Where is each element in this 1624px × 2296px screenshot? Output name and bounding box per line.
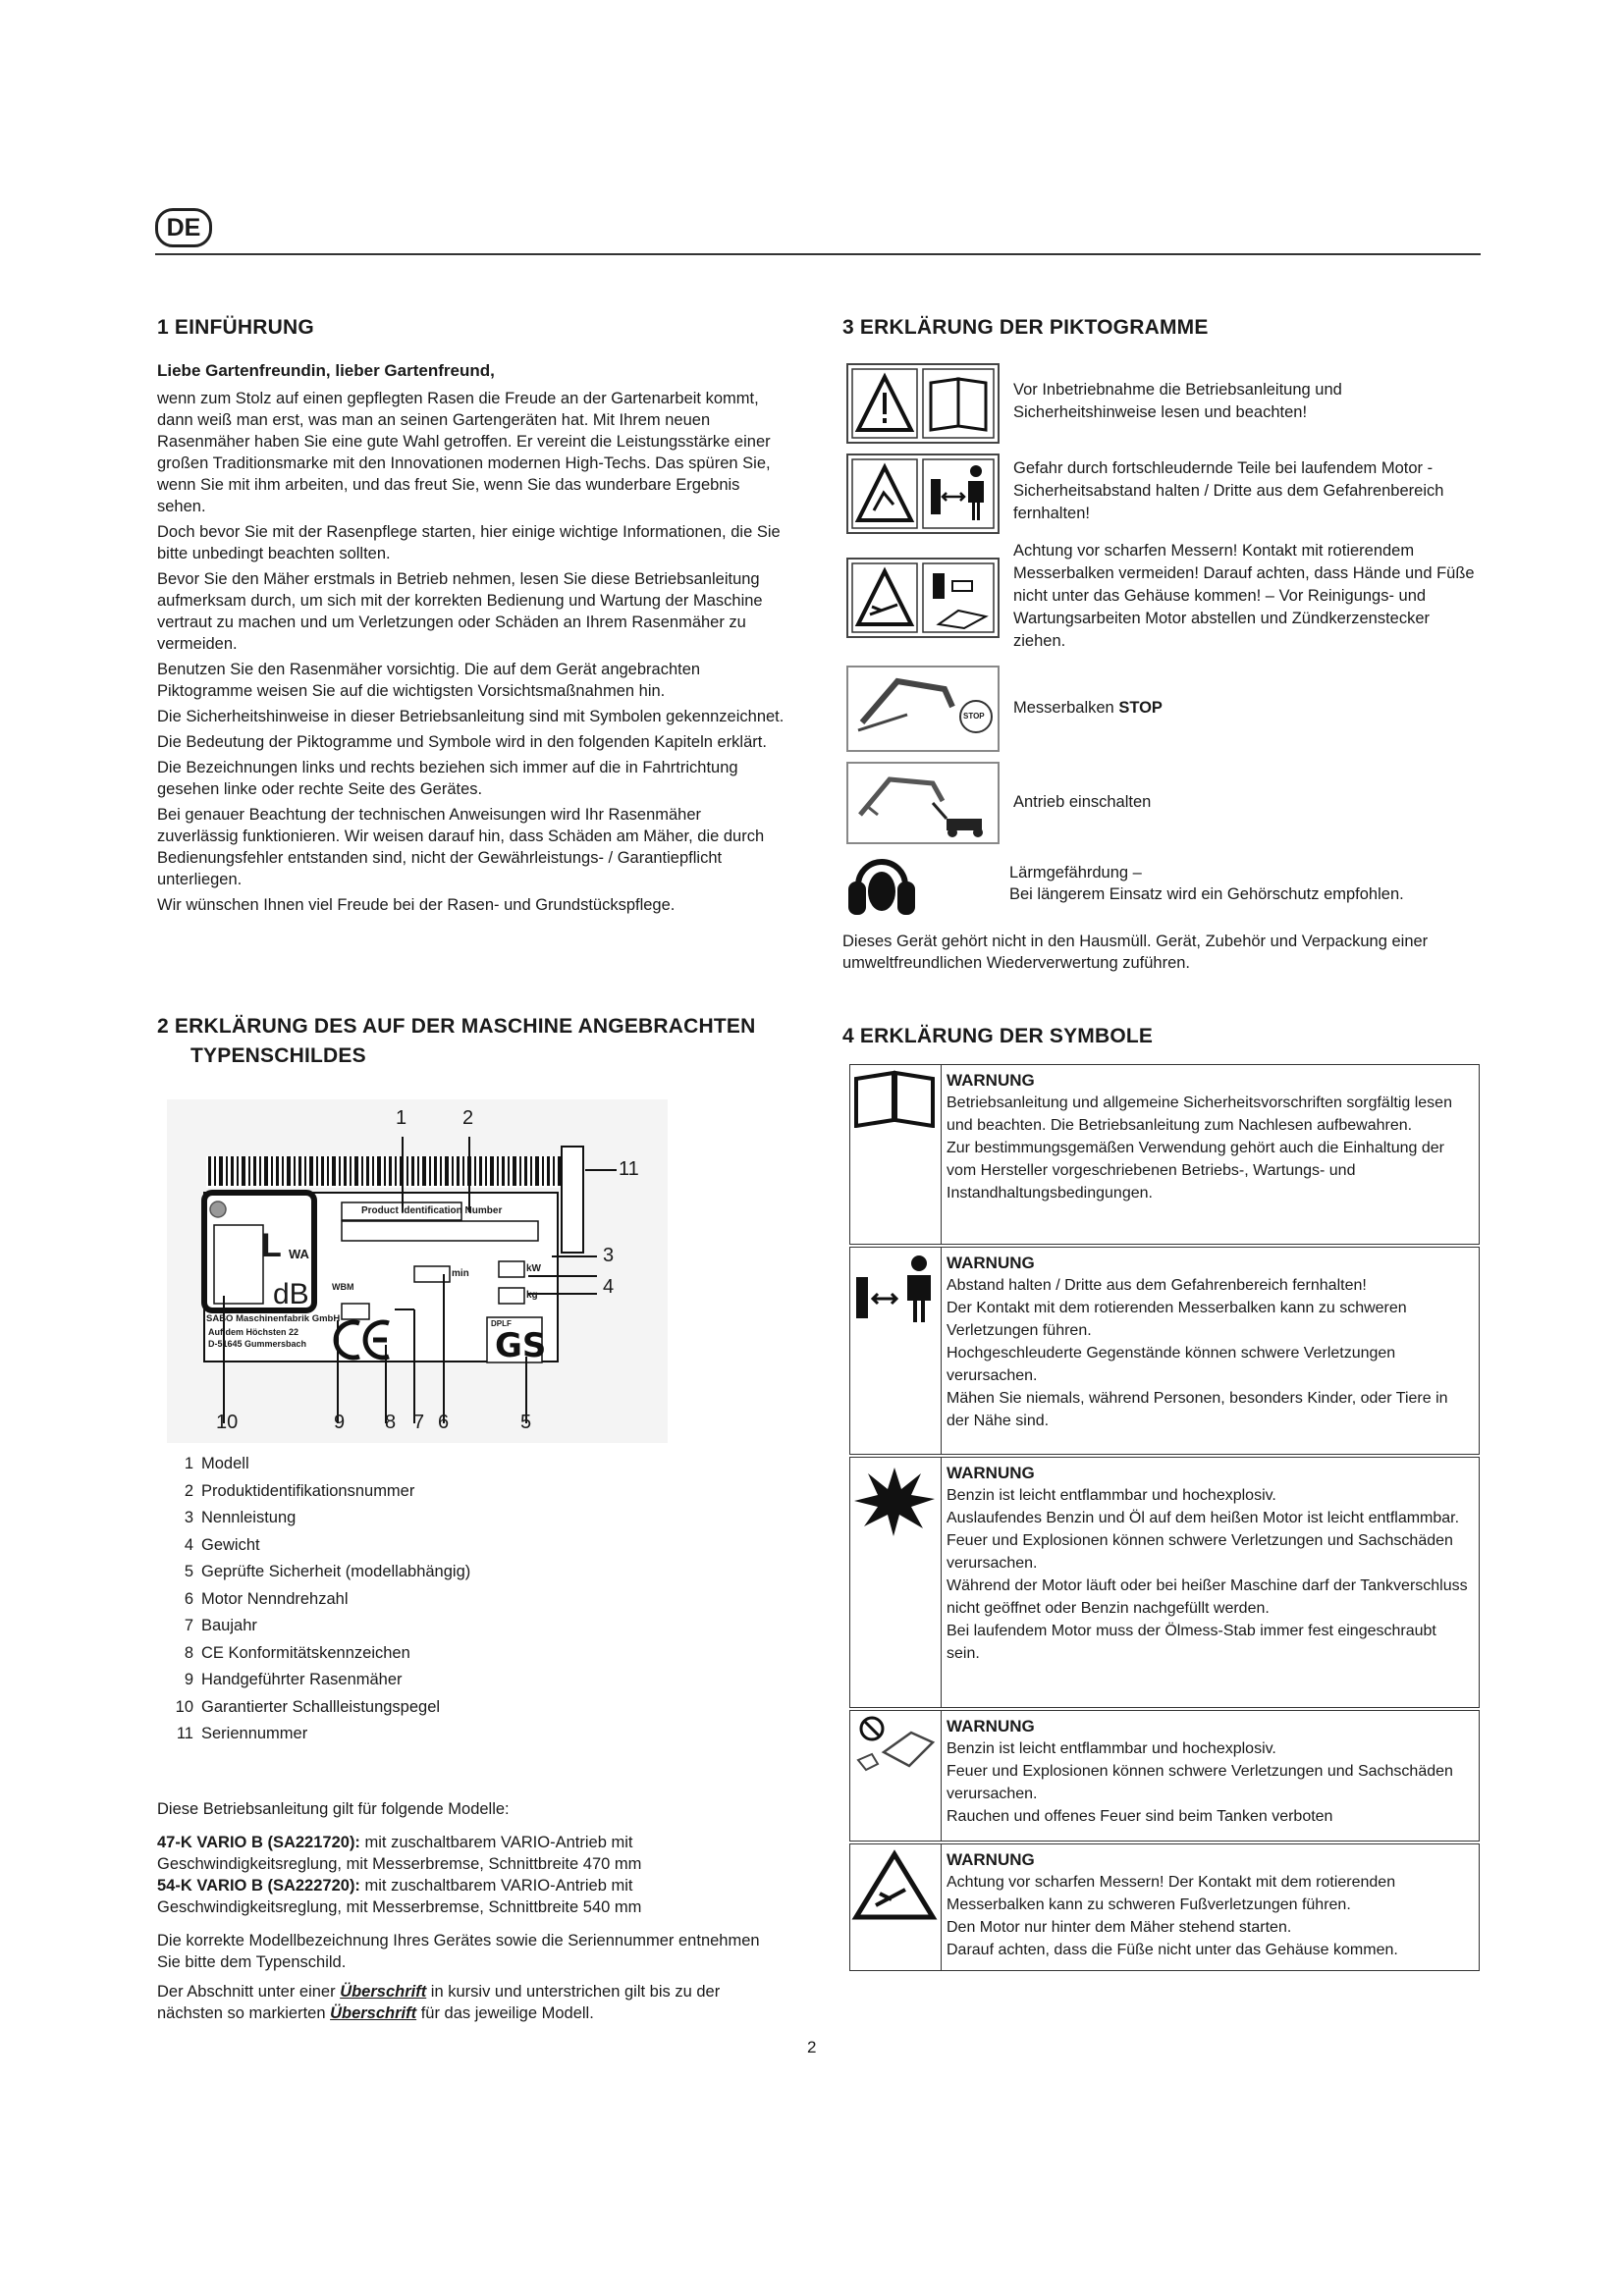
paragraph: Die Bezeichnungen links und rechts beziehen sich immer auf die in Fahrtrichtung gesehen linke oder rechte Seite des Gerätes. xyxy=(157,759,738,798)
warning-title: WARNUNG xyxy=(947,1464,1035,1482)
callout-1: 1 xyxy=(396,1107,407,1129)
plate-db: dB xyxy=(273,1278,309,1310)
noise-text: Lärmgefährdung – Bei längerem Einsatz wird ein Gehörschutz empfohlen. xyxy=(1009,864,1404,903)
explosion-icon xyxy=(850,1464,939,1538)
pictogram-2-text: Gefahr durch fortschleudernde Teile bei laufendem Motor - Sicherheitsabstand halten / Dritte aus dem Gefahrenbereich fernhalten! xyxy=(1013,459,1444,522)
disposal-note: Dieses Gerät gehört nicht in den Hausmüll. Gerät, Zubehör und Verpackung einer umweltfreundlichen Wiederverwertung zuführen. xyxy=(842,933,1429,972)
foot-blade-warning-icon xyxy=(850,1848,939,1923)
type-plate-legend xyxy=(172,1451,470,1748)
sharp-blades-warning-icon xyxy=(852,563,917,632)
warning-line: Auslaufendes Benzin und Öl auf dem heißen Motor ist leicht entflammbar. xyxy=(947,1510,1460,1526)
warning-line: Benzin ist leicht entflammbar und hochexplosiv. xyxy=(947,1740,1276,1757)
pictogram-3 xyxy=(846,558,1000,638)
unplug-spark-plug-icon xyxy=(923,563,994,632)
warning-line: Benzin ist leicht entflammbar und hochexplosiv. xyxy=(947,1487,1276,1504)
warning-row xyxy=(849,1710,1480,1842)
paragraph: Bevor Sie den Mäher erstmals in Betrieb nehmen, lesen Sie diese Betriebsanleitung aufmerksam durch, um sich mit der korrekten Bedienung und Wartung der Maschine vertraut zu machen und um Verletzungen oder Schäden an Ihrem Rasenmäher zu vermeiden. xyxy=(157,570,763,653)
warning-line: Den Motor nur hinter dem Mäher stehend starten. xyxy=(947,1919,1292,1936)
section2-title-line1: 2 ERKLÄRUNG DES AUF DER MASCHINE ANGEBRACHTEN xyxy=(157,1015,756,1038)
warning-title: WARNUNG xyxy=(947,1254,1035,1272)
warning-line: Feuer und Explosionen können schwere Verletzungen und Sachschäden verursachen. xyxy=(947,1763,1453,1802)
warning-title: WARNUNG xyxy=(947,1850,1035,1869)
legend-item: 9 Handgeführter Rasenmäher xyxy=(184,1671,403,1688)
warning-line: Mähen Sie niemals, während Personen, besonders Kinder, oder Tiere in der Nähe sind. xyxy=(947,1390,1448,1429)
warning-line: Rauchen und offenes Feuer sind beim Tanken verboten xyxy=(947,1808,1333,1825)
callout-9: 9 xyxy=(334,1412,346,1433)
warning-title: WARNUNG xyxy=(947,1071,1035,1090)
mower-handle-icon xyxy=(858,681,952,730)
paragraph: Die Bedeutung der Piktogramme und Symbole wird in den folgenden Kapiteln erklärt. xyxy=(157,733,767,751)
warning-icon-cell xyxy=(850,1065,942,1244)
safety-distance-icon xyxy=(850,1252,939,1326)
warning-line: Achtung vor scharfen Messern! Der Kontakt mit dem rotierenden Messerbalken kann zu schweren Fußverletzungen führen. xyxy=(947,1874,1396,1913)
plate-lwa: L xyxy=(261,1227,282,1264)
warning-row xyxy=(849,1064,1480,1245)
pictogram-stop-text: Messerbalken STOP xyxy=(1013,699,1163,717)
plate-addr1: Auf dem Höchsten 22 xyxy=(208,1327,299,1337)
callout-6: 6 xyxy=(438,1412,450,1433)
serial-note: Die korrekte Modellbezeichnung Ihres Gerätes sowie die Seriennummer entnehmen Sie bitte dem Typenschild. xyxy=(157,1932,760,1971)
warning-body xyxy=(947,1252,1473,1432)
paragraph: Wir wünschen Ihnen viel Freude bei der Rasen- und Grundstückspflege. xyxy=(157,896,676,914)
section-note: Der Abschnitt unter einer Überschrift in kursiv und unterstrichen gilt bis zu der nächsten so markierten Überschrift für das jeweilige Modell. xyxy=(157,1983,721,2022)
thrown-objects-warning-icon xyxy=(852,459,917,528)
warning-body xyxy=(947,1715,1473,1828)
section1-body xyxy=(157,360,785,920)
pictogram-2 xyxy=(846,454,1000,534)
plate-min: min xyxy=(452,1268,469,1279)
warning-line: Bei laufendem Motor muss der Ölmess-Stab immer fest eingeschraubt sein. xyxy=(947,1623,1436,1662)
warning-triangle-icon xyxy=(852,369,917,438)
warning-icon-cell xyxy=(850,1248,942,1454)
warning-body xyxy=(947,1462,1473,1665)
pictogram-stop xyxy=(846,666,1000,752)
warning-line: Betriebsanleitung und allgemeine Sicherheitsvorschriften sorgfältig lesen und beachten. Die Betriebsanleitung zum Nachlesen aufbewahren. xyxy=(947,1095,1452,1134)
pictogram-drive-text: Antrieb einschalten xyxy=(1013,793,1152,811)
stop-icon-label: STOP xyxy=(963,712,985,721)
warning-icon-cell xyxy=(850,1844,942,1970)
plate-lwa-sub: WA xyxy=(289,1247,309,1261)
warning-line: Während der Motor läuft oder bei heißer Maschine darf der Tankverschluss nicht geöffnet oder Benzin nachgefüllt werden. xyxy=(947,1577,1468,1617)
warning-line: Darauf achten, dass die Füße nicht unter das Gehäuse kommen. xyxy=(947,1942,1398,1958)
warning-line: Der Kontakt mit dem rotierenden Messerbalken kann zu schweren Verletzungen führen. xyxy=(947,1300,1407,1339)
warning-title: WARNUNG xyxy=(947,1717,1035,1735)
legend-item: 4 Gewicht xyxy=(184,1535,260,1554)
plate-wbm: WBM xyxy=(332,1282,354,1292)
callout-8: 8 xyxy=(385,1412,397,1433)
model-2: 54-K VARIO B (SA222720): mit zuschaltbarem VARIO-Antrieb mit Geschwindigkeitsreglung, mit Messerbremse, Schnittbreite 540 mm xyxy=(157,1877,642,1916)
paragraph: Doch bevor Sie mit der Rasenpflege starten, hier einige wichtige Informationen, die Sie bitte unbedingt beachten sollten. xyxy=(157,523,781,562)
warning-line: Zur bestimmungsgemäßen Verwendung gehört auch die Einhaltung der vom Hersteller vorgeschriebenen Betriebs-, Wartungs- und Instandhaltungsbedingungen. xyxy=(947,1140,1444,1201)
legend-item: 7 Baujahr xyxy=(184,1617,257,1634)
section4-title: 4 ERKLÄRUNG DER SYMBOLE xyxy=(842,1025,1154,1047)
warning-line: Feuer und Explosionen können schwere Verletzungen und Sachschäden verursachen. xyxy=(947,1532,1453,1572)
plate-maker: SABO Maschinenfabrik GmbH xyxy=(206,1313,341,1324)
plate-addr2: D-51645 Gummersbach xyxy=(208,1339,307,1349)
section3-title: 3 ERKLÄRUNG DER PIKTOGRAMME xyxy=(842,316,1209,339)
lawnmower-icon xyxy=(933,803,983,837)
model-1: 47-K VARIO B (SA221720): mit zuschaltbarem VARIO-Antrieb mit Geschwindigkeitsreglung, mit Messerbremse, Schnittbreite 470 mm xyxy=(157,1834,642,1873)
legend-item: 2 Produktidentifikationsnummer xyxy=(184,1481,415,1500)
plate-pin-label: Product Identification Number xyxy=(361,1205,503,1216)
legend-item: 8 CE Konformitätskennzeichen xyxy=(184,1643,410,1662)
legend-item: 11 Seriennummer xyxy=(176,1725,308,1742)
svg-text:GS: GS xyxy=(495,1326,547,1365)
paragraph: wenn zum Stolz auf einen gepflegten Rasen die Freude an der Gartenarbeit kommt, dann weiß man erst, was man an seinen Gartengeräten hat. Mit Ihrem neuen Rasenmäher haben Sie eine gute Wahl getroffen. Er vereint die Leistungsstärke einer großen Traditionsmarke mit den Innovationen modernen High-Techs. Das spüren Sie, wenn Sie mit ihm arbeiten, und das freut Sie, wenn Sie das wunderbare Ergebnis sehen. xyxy=(157,390,771,515)
pictogram-3-text: Achtung vor scharfen Messern! Kontakt mit rotierendem Messerbalken vermeiden! Darauf achten, dass Hände und Füße nicht unter das Gehäuse kommen! – Vor Reinigungs- und Wartungsarbeiten Motor abstellen und Zündkerzenstecker ziehen. xyxy=(1013,542,1475,650)
pictogram-1-text: Vor Inbetriebnahme die Betriebsanleitung und Sicherheitshinweise lesen und beachten! xyxy=(1013,381,1342,421)
barcode-icon xyxy=(206,1156,579,1188)
warning-row xyxy=(849,1457,1480,1708)
language-badge: DE xyxy=(155,208,212,247)
callout-10: 10 xyxy=(216,1412,239,1433)
callout-5: 5 xyxy=(520,1412,532,1433)
hearing-protection-icon xyxy=(844,856,919,919)
legend-item: 10 Garantierter Schallleistungspegel xyxy=(175,1697,441,1716)
legend-item: 5 Geprüfte Sicherheit (modellabhängig) xyxy=(184,1563,471,1580)
manual-book-icon xyxy=(923,369,994,438)
warning-line: Abstand halten / Dritte aus dem Gefahrenbereich fernhalten! xyxy=(947,1277,1367,1294)
warning-row xyxy=(849,1247,1480,1455)
no-smoking-refuel-icon xyxy=(850,1713,939,1782)
drive-lever-icon xyxy=(860,779,943,815)
paragraph: Benutzen Sie den Rasenmäher vorsichtig. Die auf dem Gerät angebrachten Piktogramme weisen Sie auf die wichtigsten Vorsichtsmaßnahmen hin. xyxy=(157,661,701,700)
type-plate-diagram xyxy=(167,1099,668,1443)
callout-7: 7 xyxy=(413,1412,425,1433)
greeting: Liebe Gartenfreundin, lieber Gartenfreund, xyxy=(157,361,495,380)
callout-2: 2 xyxy=(462,1107,474,1129)
bolt-icon xyxy=(210,1201,226,1217)
pictogram-1 xyxy=(846,363,1000,444)
plate-kw: kW xyxy=(526,1263,541,1274)
page-number: 2 xyxy=(807,2038,817,2056)
section1-title: 1 EINFÜHRUNG xyxy=(157,316,314,339)
callout-11: 11 xyxy=(619,1158,639,1180)
paragraph: Bei genauer Beachtung der technischen Anweisungen wird Ihr Rasenmäher zuverlässig funktionieren. Wir weisen darauf hin, dass Schäden am Mäher, die durch Bedienungsfehler entstanden sind, nicht der Gewährleistungs- / Garantiepflicht unterliegen. xyxy=(157,806,765,888)
warning-body xyxy=(947,1848,1473,1961)
callout-4: 4 xyxy=(603,1276,615,1298)
legend-item: 1 Modell xyxy=(184,1455,249,1472)
warning-body xyxy=(947,1069,1473,1204)
warning-icon-cell xyxy=(850,1711,942,1841)
safety-distance-icon xyxy=(923,459,994,528)
models-block xyxy=(157,1798,785,2028)
legend-item: 3 Nennleistung xyxy=(184,1509,297,1526)
legend-item: 6 Motor Nenndrehzahl xyxy=(184,1589,349,1608)
manual-book-icon xyxy=(850,1069,939,1128)
callout-3: 3 xyxy=(603,1245,615,1266)
warning-line: Hochgeschleuderte Gegenstände können schwere Verletzungen verursachen. xyxy=(947,1345,1396,1384)
plate-dplf: DPLF xyxy=(491,1319,512,1328)
plate-kg: kg xyxy=(526,1290,538,1301)
type-plate-illustration xyxy=(167,1099,668,1443)
pictogram-drive xyxy=(846,762,1000,844)
models-intro: Diese Betriebsanleitung gilt für folgende Modelle: xyxy=(157,1800,510,1818)
warning-row xyxy=(849,1843,1480,1971)
header-divider xyxy=(155,253,1481,255)
section2-title-line2: TYPENSCHILDES xyxy=(190,1044,366,1067)
paragraph: Die Sicherheitshinweise in dieser Betriebsanleitung sind mit Symbolen gekennzeichnet. xyxy=(157,708,785,725)
warning-icon-cell xyxy=(850,1458,942,1707)
